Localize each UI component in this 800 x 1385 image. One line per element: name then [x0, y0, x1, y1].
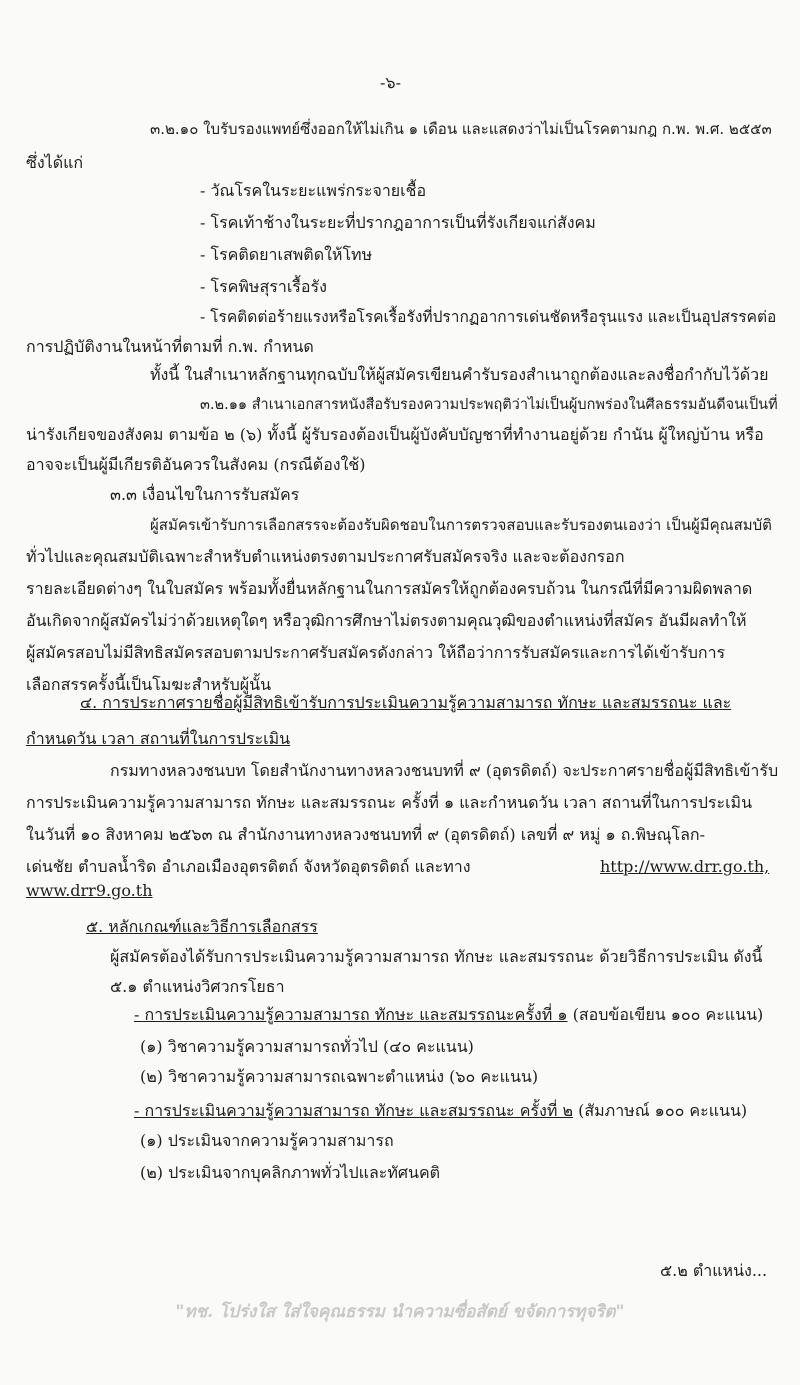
- sec-3-2-11-line3: อาจจะเป็นผู้มีเกียรติอันควรในสังคม (กรณีต้องใช้): [26, 455, 366, 474]
- continuation-marker: ๕.๒ ตำแหน่ง...: [660, 1261, 768, 1280]
- sec-4-heading-line2: กำหนดวัน เวลา สถานที่ในการประเมิน: [26, 729, 291, 748]
- sec-4-heading-line1: ๔. การประกาศรายชื่อผู้มีสิทธิเข้ารับการประเมินความรู้ความสามารถ ทักษะ และสมรรถนะ และ: [80, 693, 732, 712]
- round2-item: (๒) ประเมินจากบุคลิกภาพทั่วไปและทัศนคติ: [140, 1163, 441, 1182]
- sec-4-line: การประเมินความรู้ความสามารถ ทักษะ และสมรรถนะ ครั้งที่ ๑ และกำหนดวัน เวลา สถานที่ในการประเมิน: [26, 793, 753, 812]
- round2-item: (๑) ประเมินจากความรู้ความสามารถ: [140, 1131, 394, 1150]
- disease-item: - โรคเท้าช้างในระยะที่ปรากฎอาการเป็นที่รังเกียจแก่สังคม: [200, 213, 596, 232]
- drr9-website-link[interactable]: www.drr9.go.th: [26, 881, 153, 900]
- round1-title-text: - การประเมินความรู้ความสามารถ ทักษะ และสมรรถนะครั้งที่ ๑: [134, 1005, 568, 1024]
- sec-3-3-line: อันเกิดจากผู้สมัครไม่ว่าด้วยเหตุใดๆ หรือวุฒิการศึกษาไม่ตรงตามคุณวุฒิของตำแหน่งที่สมัคร อันมีผลทำให้: [26, 611, 747, 630]
- disease-continuation: การปฏิบัติงานในหน้าที่ตามที่ ก.พ. กำหนด: [26, 337, 314, 356]
- footer-slogan: "ทช. โปร่งใส ใส่ใจคุณธรรม นำความซื่อสัตย์ ขจัดการทุจริต": [175, 1302, 625, 1322]
- disease-item: - โรคพิษสุราเรื้อรัง: [200, 277, 327, 296]
- copy-certification-note: ทั้งนี้ ในสำเนาหลักฐานทุกฉบับให้ผู้สมัครเขียนคำรับรองสำเนาถูกต้องและลงชื่อกำกับไว้ด้วย: [150, 365, 769, 384]
- round1-item: (๑) วิชาความรู้ความสามารถทั่วไป (๔๐ คะแนน): [140, 1037, 474, 1056]
- sec-3-3-line: ผู้สมัครสอบไม่มีสิทธิสมัครสอบตามประกาศรับสมัครดังกล่าว ให้ถือว่าการรับสมัครและการได้เข้ารับการ: [26, 643, 726, 662]
- sec-3-3-heading: ๓.๓ เงื่อนไขในการรับสมัคร: [110, 485, 300, 504]
- disease-item: - โรคติดยาเสพติดให้โทษ: [200, 245, 373, 264]
- round1-title: [134, 1004, 763, 1026]
- sec-4-line: เด่นชัย ตำบลน้ำริด อำเภอเมืองอุตรดิตถ์ จังหวัดอุตรดิตถ์ และทาง: [26, 857, 471, 876]
- sec-3-2-10-line1: ๓.๒.๑๐ ใบรับรองแพทย์ซึ่งออกให้ไม่เกิน ๑ เดือน และแสดงว่าไม่เป็นโรคตามกฎ ก.พ. พ.ศ. ๒๕๕๓: [150, 120, 772, 138]
- round1-note: (สอบข้อเขียน ๑๐๐ คะแนน): [572, 1005, 764, 1024]
- round2-title: [134, 1100, 747, 1122]
- drr-website-link[interactable]: http://www.drr.go.th,: [600, 857, 770, 876]
- sec-5-heading: ๕. หลักเกณฑ์และวิธีการเลือกสรร: [86, 917, 318, 936]
- round1-item: (๒) วิชาความรู้ความสามารถเฉพาะตำแหน่ง (๖๐ คะแนน): [140, 1067, 539, 1086]
- round2-title-text: - การประเมินความรู้ความสามารถ ทักษะ และสมรรถนะ ครั้งที่ ๒: [134, 1101, 573, 1120]
- disease-item: - โรคติดต่อร้ายแรงหรือโรคเรื้อรังที่ปรากฏอาการเด่นชัดหรือรุนแรง และเป็นอุปสรรคต่อ: [200, 308, 777, 326]
- sec-4-line: กรมทางหลวงชนบท โดยสำนักงานทางหลวงชนบทที่ ๙ (อุตรดิตถ์) จะประกาศรายชื่อผู้มีสิทธิเข้ารับ: [110, 761, 779, 780]
- disease-item: - วัณโรคในระยะแพร่กระจายเชื้อ: [200, 181, 427, 200]
- sec-3-3-line: ทั่วไปและคุณสมบัติเฉพาะสำหรับตำแหน่งตรงตามประกาศรับสมัครจริง และจะต้องกรอก: [26, 547, 625, 566]
- sec-3-3-line: เลือกสรรครั้งนี้เป็นโมฆะสำหรับผู้นั้น: [26, 675, 272, 694]
- sec-5-intro: ผู้สมัครต้องได้รับการประเมินความรู้ความสามารถ ทักษะ และสมรรถนะ ด้วยวิธีการประเมิน ดังนี้: [110, 947, 763, 966]
- sec-3-2-10-line2: ซึ่งได้แก่: [26, 153, 84, 172]
- page-number: -๖-: [380, 73, 401, 92]
- sec-5-1-heading: ๕.๑ ตำแหน่งวิศวกรโยธา: [110, 977, 285, 996]
- sec-3-3-line: รายละเอียดต่างๆ ในใบสมัคร พร้อมทั้งยื่นหลักฐานในการสมัครให้ถูกต้องครบถ้วน ในกรณีที่มีความผิดพลาด: [26, 579, 753, 598]
- sec-4-line: ในวันที่ ๑๐ สิงหาคม ๒๕๖๓ ณ สำนักงานทางหลวงชนบทที่ ๙ (อุตรดิตถ์) เลขที่ ๙ หมู่ ๑ ถ.พิษณุโลก-: [26, 825, 705, 844]
- sec-3-2-11-line2: น่ารังเกียจของสังคม ตามข้อ ๒ (๖) ทั้งนี้ ผู้รับรองต้องเป็นผู้บังคับบัญชาที่ทำงานอยู่ด้วย กำนัน ผู้ใหญ่บ้าน หรือ: [26, 425, 764, 444]
- sec-3-3-line: ผู้สมัครเข้ารับการเลือกสรรจะต้องรับผิดชอบในการตรวจสอบและรับรองตนเองว่า เป็นผู้มีคุณสมบัติ: [150, 516, 772, 534]
- sec-3-2-11-line1: ๓.๒.๑๑ สำเนาเอกสารหนังสือรับรองความประพฤติว่าไม่เป็นผู้บกพร่องในศีลธรรมอันดีจนเป็นที่: [200, 397, 778, 413]
- round2-note: (สัมภาษณ์ ๑๐๐ คะแนน): [578, 1101, 748, 1120]
